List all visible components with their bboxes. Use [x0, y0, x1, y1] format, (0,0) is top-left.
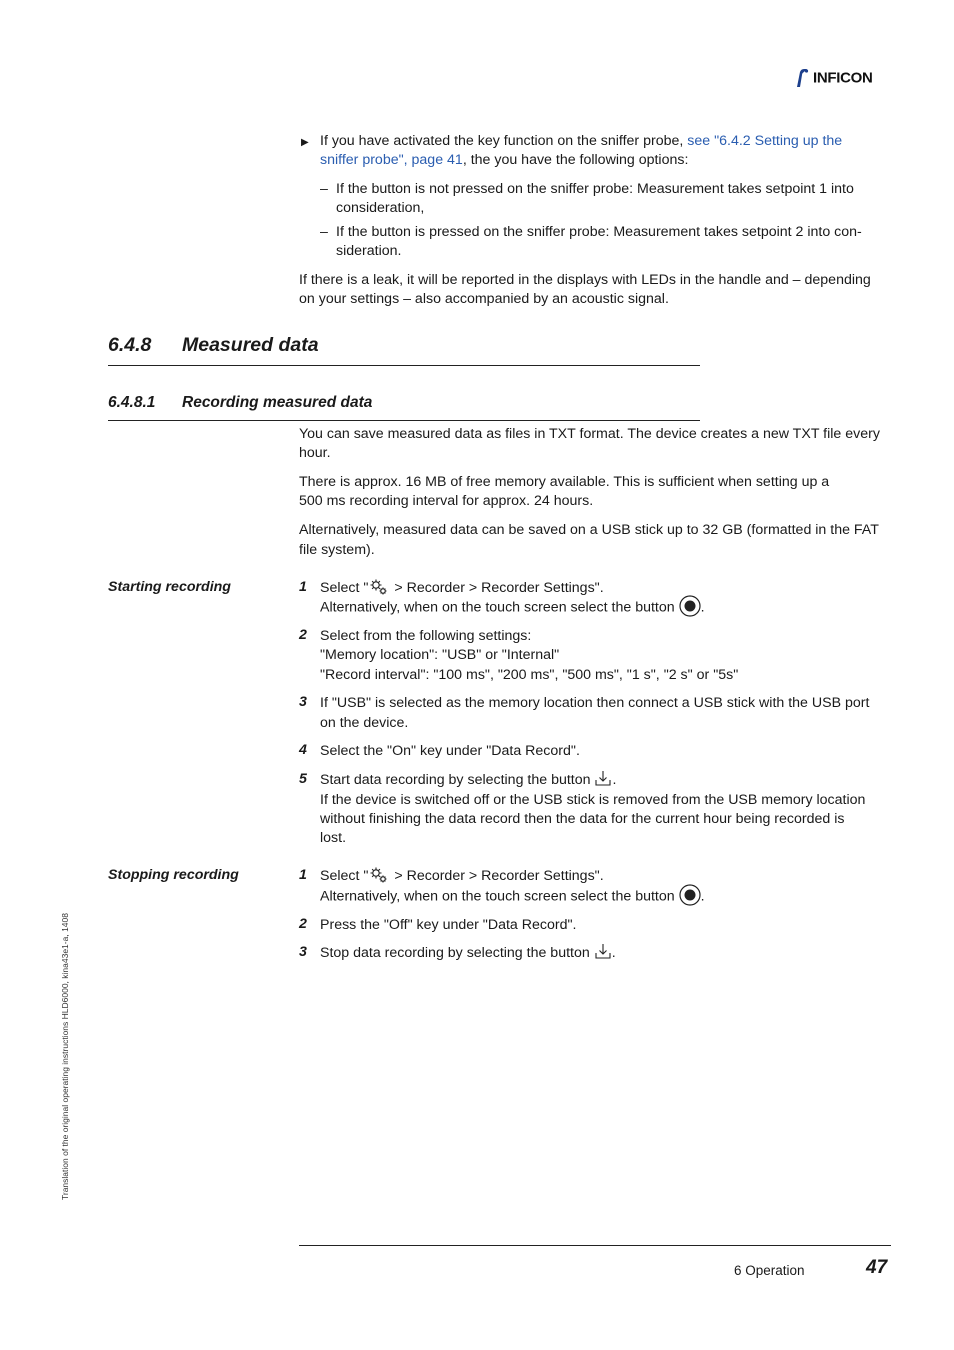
subsection-title: Recording measured data — [182, 394, 373, 411]
cross-reference-link[interactable]: see "6.4.2 Setting up the — [687, 133, 843, 149]
stopping-recording-label: Stopping recording — [108, 867, 239, 883]
step-number: 2 — [299, 916, 307, 932]
stop-step-1-line-2: Alternatively, when on the touch screen select the button . — [320, 887, 705, 906]
settings-gear-icon — [368, 578, 390, 596]
record-button-icon — [679, 884, 701, 906]
step-number: 2 — [299, 627, 307, 643]
start-step-1-line-1: Select " > Recorder > Recorder Settings". — [320, 579, 604, 598]
start-step-1-line-2: Alternatively, when on the touch screen select the button . — [320, 598, 705, 617]
cross-reference-link-cont[interactable]: sniffer probe", page 41 — [320, 152, 463, 168]
section-rule — [108, 365, 700, 366]
step-number: 3 — [299, 694, 307, 710]
stop-step-2-line-1: Press the "Off" key under "Data Record". — [320, 917, 577, 933]
dash-marker: – — [320, 224, 328, 240]
body-p3-line-1: Alternatively, measured data can be saved on a USB stick up to 32 GB (formatted in the FAT — [299, 522, 879, 538]
dash-item-2-line-1: If the button is pressed on the sniffer probe: Measurement takes setpoint 2 into con- — [336, 224, 862, 240]
record-button-icon — [679, 595, 701, 617]
step-number: 1 — [299, 867, 307, 883]
start-step-4-line-1: Select the "On" key under "Data Record". — [320, 743, 580, 759]
section-number: 6.4.8 — [108, 334, 152, 356]
leak-paragraph-line-2: on your settings – also accompanied by an acoustic signal. — [299, 291, 669, 307]
dash-item-2-line-2: sideration. — [336, 243, 402, 259]
body-p2-line-2: 500 ms recording interval for approx. 24 hours. — [299, 493, 594, 509]
start-step-2-line-1: Select from the following settings: — [320, 628, 532, 644]
subsection-number: 6.4.8.1 — [108, 394, 156, 411]
start-step-3-line-2: on the device. — [320, 715, 409, 731]
inficon-logo — [795, 68, 873, 88]
stop-step-3-line-1: Stop data recording by selecting the button . — [320, 944, 616, 963]
step-number: 3 — [299, 944, 307, 960]
start-step-5-line-2: If the device is switched off or the USB stick is removed from the USB memory location — [320, 792, 866, 808]
step-number: 4 — [299, 742, 307, 758]
body-p3-line-2: file system). — [299, 542, 375, 558]
subsection-rule — [108, 420, 700, 421]
bullet-triangle-icon: ▶ — [301, 137, 309, 148]
start-step-5-line-4: lost. — [320, 830, 347, 846]
body-p2-line-1: There is approx. 16 MB of free memory available. This is sufficient when setting up a — [299, 474, 830, 490]
intro-bullet-line-1: If you have activated the key function on the sniffer probe, see "6.4.2 Setting up the — [320, 133, 843, 149]
body-p1-line-2: hour. — [299, 445, 331, 461]
step-number: 1 — [299, 579, 307, 595]
footer-rule — [299, 1245, 891, 1246]
download-arrow-icon — [594, 769, 612, 787]
document-reference-note: Translation of the original operating instructions HLD6000, kina43e1-a, 1408 — [60, 913, 70, 1200]
leak-paragraph-line-1: If there is a leak, it will be reported in the displays with LEDs in the handle and – depending — [299, 272, 871, 288]
start-step-2-line-3: "Record interval": "100 ms", "200 ms", "500 ms", "1 s", "2 s" or "5s" — [320, 667, 739, 683]
start-step-2-line-2: "Memory location": "USB" or "Internal" — [320, 647, 560, 663]
starting-recording-label: Starting recording — [108, 579, 231, 595]
stop-step-1-line-1: Select " > Recorder > Recorder Settings". — [320, 867, 604, 886]
body-p1-line-1: You can save measured data as files in TXT format. The device creates a new TXT file every — [299, 426, 880, 442]
section-title: Measured data — [182, 334, 319, 356]
start-step-5-line-3: without finishing the data record then the data for the current hour being recorded is — [320, 811, 845, 827]
page-number: 47 — [866, 1257, 888, 1278]
dash-marker: – — [320, 181, 328, 197]
step-number: 5 — [299, 771, 307, 787]
footer-chapter: 6 Operation — [734, 1263, 805, 1278]
dash-item-1-line-2: consideration, — [336, 200, 425, 216]
inficon-logo-icon — [795, 68, 809, 88]
download-arrow-icon — [594, 942, 612, 960]
start-step-5-line-1: Start data recording by selecting the button . — [320, 771, 616, 790]
start-step-3-line-1: If "USB" is selected as the memory location then connect a USB stick with the USB port — [320, 695, 870, 711]
dash-item-1-line-1: If the button is not pressed on the sniffer probe: Measurement takes setpoint 1 into — [336, 181, 854, 197]
settings-gear-icon — [368, 866, 390, 884]
intro-bullet-line-2: sniffer probe", page 41, the you have the following options: — [320, 152, 689, 168]
logo-text: INFICON — [812, 69, 873, 87]
